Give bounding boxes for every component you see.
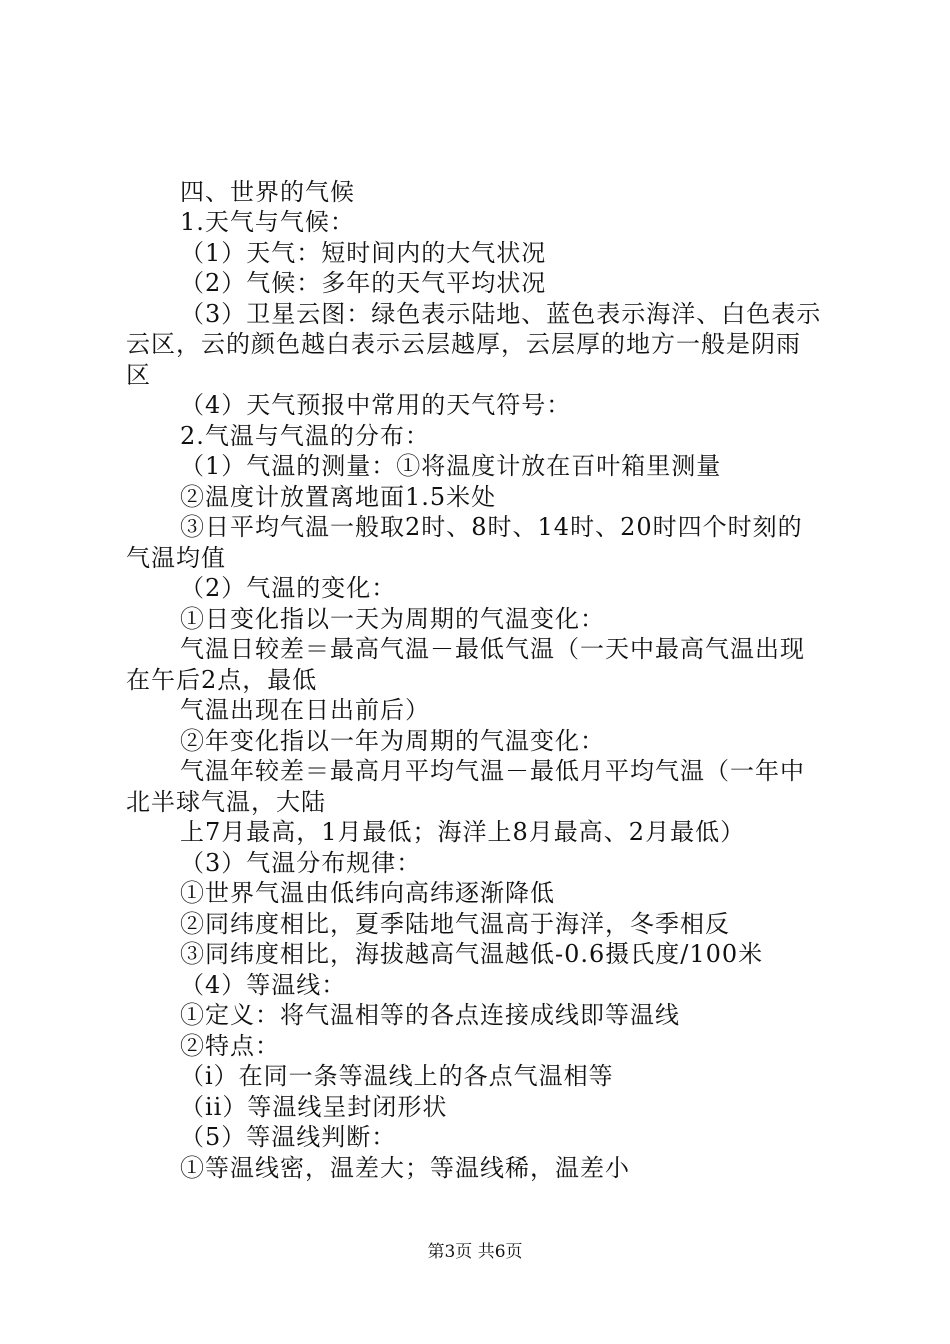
text-line: 气温日较差＝最高气温－最低气温（一天中最高气温出现	[180, 635, 805, 663]
text-line: 在午后2点，最低	[126, 666, 318, 694]
text-line: （4）等温线：	[180, 971, 347, 999]
text-line: （1）气温的测量：①将温度计放在百叶箱里测量	[180, 452, 722, 480]
section-heading: 四、世界的气候	[180, 178, 355, 206]
text-line: ③日平均气温一般取2时、8时、14时、20时四个时刻的	[180, 513, 803, 541]
text-line: ②年变化指以一年为周期的气温变化：	[180, 727, 605, 755]
text-line: 北半球气温，大陆	[126, 788, 326, 816]
text-line: 云区，云的颜色越白表示云层越厚，云层厚的地方一般是阴雨	[126, 330, 801, 358]
subsection-heading: 1.天气与气候：	[180, 208, 355, 236]
text-line: （1）天气：短时间内的大气状况	[180, 239, 547, 267]
text-line: 气温均值	[126, 544, 226, 572]
text-line: ①等温线密，温差大；等温线稀，温差小	[180, 1154, 630, 1182]
text-line: （i）在同一条等温线上的各点气温相等	[180, 1062, 614, 1090]
text-line: （4）天气预报中常用的天气符号：	[180, 391, 572, 419]
text-line: 区	[126, 361, 151, 389]
subsection-heading: 2.气温与气温的分布：	[180, 422, 430, 450]
page-number-footer: 第3页 共6页	[427, 1242, 523, 1262]
text-line: 气温出现在日出前后）	[180, 696, 430, 724]
text-line: （3）气温分布规律：	[180, 849, 422, 877]
text-line: （3）卫星云图：绿色表示陆地、蓝色表示海洋、白色表示	[180, 300, 822, 328]
text-line: ②同纬度相比，夏季陆地气温高于海洋，冬季相反	[180, 910, 730, 938]
text-line: （ii）等温线呈封闭形状	[180, 1093, 448, 1121]
text-line: （2）气温的变化：	[180, 574, 397, 602]
text-line: （5）等温线判断：	[180, 1123, 397, 1151]
text-line: ③同纬度相比，海拔越高气温越低-0.6摄氏度/100米	[180, 940, 764, 968]
text-line: ①世界气温由低纬向高纬逐渐降低	[180, 879, 555, 907]
text-line: （2）气候：多年的天气平均状况	[180, 269, 547, 297]
text-line: ②特点：	[180, 1032, 280, 1060]
text-line: 上7月最高，1月最低；海洋上8月最高、2月最低）	[180, 818, 746, 846]
text-line: ①日变化指以一天为周期的气温变化：	[180, 605, 605, 633]
text-line: 气温年较差＝最高月平均气温－最低月平均气温（一年中	[180, 757, 805, 785]
text-line: ①定义：将气温相等的各点连接成线即等温线	[180, 1001, 680, 1029]
text-line: ②温度计放置离地面1.5米处	[180, 483, 497, 511]
